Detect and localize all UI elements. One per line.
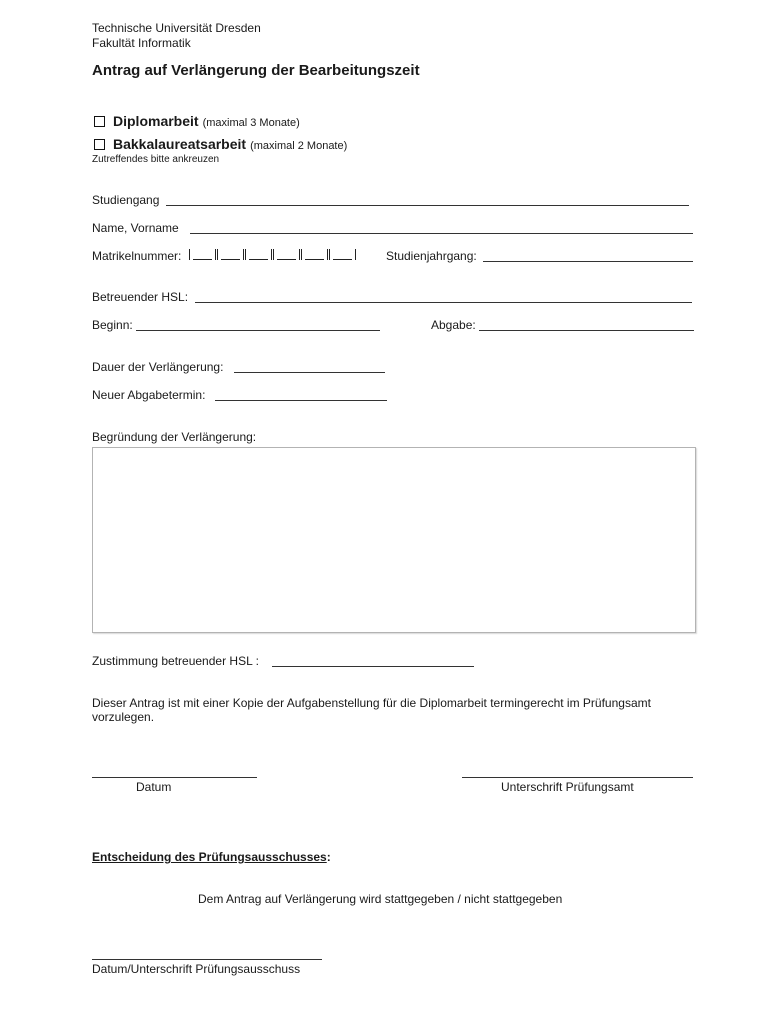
decision-heading <box>92 850 331 864</box>
decision-signature-line[interactable] <box>92 959 322 960</box>
datum-signature-line[interactable] <box>92 777 257 778</box>
matrikel-digit[interactable] <box>301 249 328 260</box>
betreuender-label: Betreuender HSL: <box>92 290 189 304</box>
studiengang-field[interactable] <box>166 205 689 206</box>
dauer-label: Dauer der Verlängerung: <box>92 360 224 374</box>
notice-line-1: Dieser Antrag ist mit einer Kopie der Aufgabenstellung für die Diplomarbeit termingerecht im Prüfungsamt <box>92 696 651 710</box>
name-field[interactable] <box>190 233 693 234</box>
decision-heading-text: Entscheidung des Prüfungsausschusses <box>92 850 327 864</box>
name-label: Name, Vorname <box>92 221 179 235</box>
datum-label: Datum <box>136 780 172 794</box>
option-label: Bakkalaureatsarbeit <box>113 136 247 152</box>
decision-signature-label: Datum/Unterschrift Prüfungsausschuss <box>92 962 301 976</box>
notice-line-2: vorzulegen. <box>92 710 155 724</box>
decision-heading-colon: : <box>326 850 331 864</box>
abgabe-field[interactable] <box>479 330 694 331</box>
form-title: Antrag auf Verlängerung der Bearbeitungszeit <box>92 62 420 79</box>
checkbox[interactable] <box>94 116 105 127</box>
matrikel-digit[interactable] <box>245 249 272 260</box>
begruendung-textarea[interactable] <box>92 447 696 633</box>
matrikel-digit[interactable] <box>329 249 356 260</box>
matrikel-digit[interactable] <box>217 249 244 260</box>
beginn-label: Beginn: <box>92 318 133 332</box>
checkbox[interactable] <box>94 139 105 150</box>
university-name: Technische Universität Dresden <box>92 21 261 35</box>
studiengang-label: Studiengang <box>92 193 160 207</box>
matrikel-digit[interactable] <box>189 249 216 260</box>
matrikel-label: Matrikelnummer: <box>92 249 182 263</box>
option-diplomarbeit[interactable] <box>94 113 300 131</box>
begruendung-label: Begründung der Verlängerung: <box>92 430 257 444</box>
matrikel-digit[interactable] <box>273 249 300 260</box>
studienjahrgang-label: Studienjahrgang: <box>386 249 477 263</box>
neuer-termin-field[interactable] <box>215 400 387 401</box>
option-note: (maximal 2 Monate) <box>250 140 348 152</box>
unterschrift-signature-line[interactable] <box>462 777 693 778</box>
option-bakkalaureatsarbeit[interactable] <box>94 136 347 154</box>
dauer-field[interactable] <box>234 372 385 373</box>
decision-text: Dem Antrag auf Verlängerung wird stattgegeben / nicht stattgegeben <box>198 892 563 906</box>
studienjahrgang-field[interactable] <box>483 261 693 262</box>
option-note: (maximal 3 Monate) <box>202 117 300 129</box>
abgabe-label: Abgabe: <box>431 318 476 332</box>
beginn-field[interactable] <box>136 330 380 331</box>
neuer-termin-label: Neuer Abgabetermin: <box>92 388 206 402</box>
zustimmung-label: Zustimmung betreuender HSL : <box>92 654 259 668</box>
options-hint: Zutreffendes bitte ankreuzen <box>92 154 220 165</box>
betreuender-field[interactable] <box>195 302 692 303</box>
option-label: Diplomarbeit <box>113 113 199 129</box>
zustimmung-field[interactable] <box>272 666 474 667</box>
unterschrift-label: Unterschrift Prüfungsamt <box>501 780 634 794</box>
faculty-name: Fakultät Informatik <box>92 36 191 50</box>
